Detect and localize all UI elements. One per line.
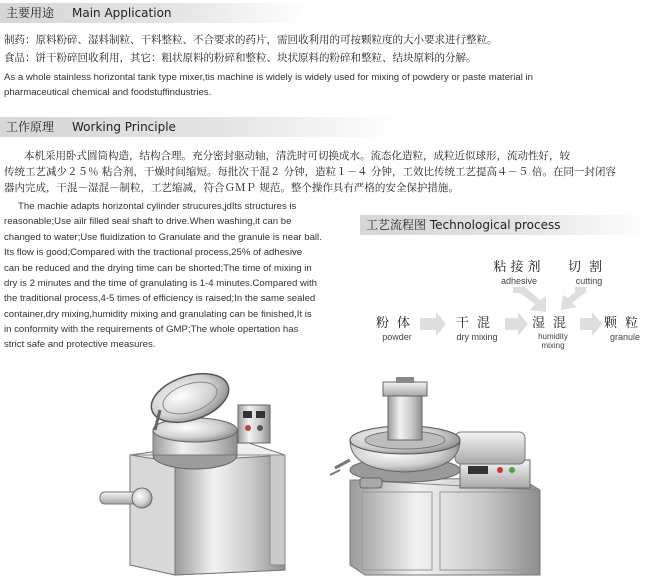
principle-en-line: reasonable;Use ailr filled seal shaft to drive.When washing,it can be: [4, 216, 292, 227]
principle-zh-line1: 本机采用卧式圆筒构造，结构合理。充分密封驱动轴，清洗时可切换成水。流态化造粒，成粒近似球形，流动性好，较: [24, 150, 570, 162]
principle-en-line: in conformity with the requirements of GMP;The whole opertation has: [4, 324, 299, 335]
working-principle-title-en: Working Principle: [72, 120, 176, 134]
node-dry-zh: 干混: [455, 316, 498, 331]
application-zh-line2: 食品：饼干粉碎回收利用，其它：粗状原料的粉碎和整粒、块状原料的粉碎和整粒、结块原料的分解。: [4, 52, 477, 64]
node-humidity-zh: 湿混: [531, 316, 574, 331]
principle-en-line: strict safe and protective measures.: [4, 339, 156, 350]
principle-en-line: dry is 2 minutes and the time of granulating is 1-4 minutes.Compared with: [4, 278, 318, 289]
application-zh-line1: 制药：原料粉碎、湿料制粒、干料整粒、不合要求的药片，需回收利用的可按颗粒度的大小要求进行整粒。: [4, 34, 498, 46]
machine-right-image: [330, 377, 540, 575]
process-title: 工艺流程图 Technological process: [366, 218, 561, 232]
working-principle-title-zh: 工作原理: [6, 120, 55, 134]
node-powder-en: powder: [382, 332, 412, 342]
main-application-title-en: Main Application: [72, 6, 172, 20]
principle-en-line: changed to water;Use fluidization to Granulate and the granule is near ball.: [4, 232, 322, 243]
application-en-line2: pharmaceutical chemical and foodstuffindustries.: [4, 87, 212, 98]
node-cutting-zh: 切割: [567, 260, 610, 275]
node-granule-en: granule: [609, 332, 641, 342]
node-granule-zh: 颗粒: [603, 316, 646, 331]
principle-en-line: the traditional process,4-5 times of efficiency is raised;In the same sealed: [4, 293, 316, 304]
machine-left-image: [100, 365, 285, 575]
node-adhesive-zh: 粘接剂: [493, 260, 545, 275]
node-adhesive-en: adhesive: [500, 276, 538, 286]
principle-zh-line3: 器内完成，干混－湿混－制粒，工艺缩减，符合ＧＭＰ 规范。整个操作具有严格的安全保护措施。: [4, 182, 459, 194]
application-en-line1: As a whole stainless horizontal tank type mixer,tis machine is widely is widely used for mixing of powdery or paste material in: [4, 72, 533, 83]
main-application-title-zh: 主要用途: [6, 6, 55, 20]
principle-en-line: Its flow is good;Compared with the tractional process,25% of adhesive: [4, 247, 303, 258]
principle-en-line: can be reduced and the drying time can be shorted;The time of mixing in: [4, 263, 312, 274]
principle-en-line: container,dry mixing,humidity mixing and granulating can be finished,It is: [4, 309, 312, 320]
node-powder-zh: 粉体: [375, 316, 418, 331]
node-humidity-en1: humidity: [538, 332, 568, 341]
principle-zh-line2: 传统工艺减少２５％ 粘合剂，干燥时间缩短。每批次干混２ 分钟，造粒１－４ 分钟，工效比传统工艺提高４－５ 倍。在同一封闭容: [4, 166, 616, 178]
node-humidity-en2: mixing: [541, 341, 565, 350]
node-dry-en: dry mixing: [456, 332, 498, 342]
principle-en-line: The machie adapts horizontal cylinder strucures,jdIts structures is: [18, 201, 297, 212]
node-cutting-en: cutting: [575, 276, 603, 286]
